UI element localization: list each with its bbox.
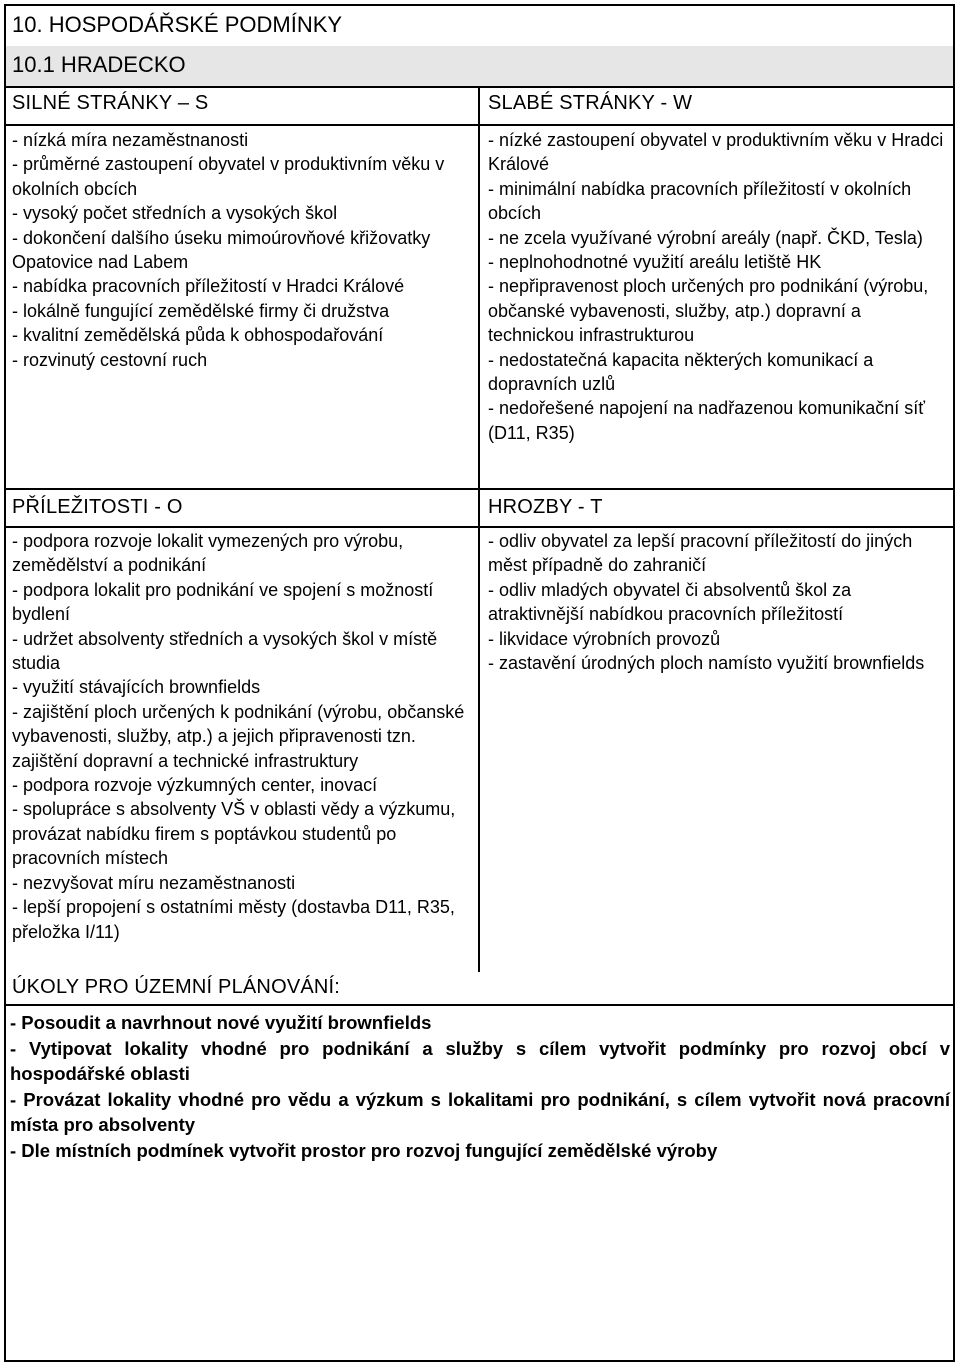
- tasks-list: [10, 1010, 950, 1163]
- list-item: - Posoudit a navrhnout nové využití brownfields: [10, 1012, 432, 1033]
- list-item: - odliv mladých obyvatel či absolventů škol za atraktivnější nabídkou pracovních příležitostí: [488, 579, 852, 625]
- list-item: - nízké zastoupení obyvatel v produktivním věku v Hradci Králové: [488, 130, 944, 175]
- section-title: 10. HOSPODÁŘSKÉ PODMÍNKY: [12, 12, 343, 37]
- section-title-row: [6, 6, 953, 48]
- list-item: - rozvinutý cestovní ruch: [12, 349, 208, 370]
- list-item: - využití stávajících brownfields: [12, 677, 261, 698]
- list-item: - dokončení dalšího úseku mimoúrovňové křižovatky Opatovice nad Labem: [12, 227, 431, 273]
- list-item: - udržet absolventy středních a vysokých škol v místě studia: [12, 628, 438, 674]
- subsection-title-row: [6, 46, 953, 88]
- list-item: - nabídka pracovních příležitostí v Hradci Králové: [12, 276, 405, 297]
- list-item: - nedostatečná kapacita některých komunikací a dopravních uzlů: [488, 349, 874, 395]
- weaknesses-list: [488, 128, 948, 445]
- list-item: - Provázat lokality vhodné pro vědu a výzkum s lokalitami pro podnikání, s cílem vytvořit nová pracovní místa pro absolventy: [10, 1088, 950, 1135]
- list-item: - likvidace výrobních provozů: [488, 628, 721, 649]
- tasks-heading: ÚKOLY PRO ÚZEMNÍ PLÁNOVÁNÍ:: [12, 976, 341, 998]
- list-item: - lokálně fungující zemědělské firmy či družstva: [12, 300, 390, 321]
- list-item: - průměrné zastoupení obyvatel v produktivním věku v okolních obcích: [12, 154, 445, 199]
- list-item: - zastavění úrodných ploch namísto využití brownfields: [488, 653, 925, 674]
- strengths-list: [12, 128, 468, 372]
- list-item: - neplnohodnotné využití areálu letiště HK: [488, 252, 822, 273]
- list-item: - zajištění ploch určených k podnikání (výrobu, občanské vybavenosti, služby, atp.) a jejich připravenosti tzn. zajištění dopravní a technické infrastruktury: [12, 701, 465, 771]
- threats-list: [488, 529, 943, 675]
- swot-table: [4, 4, 955, 1362]
- divider: [6, 1004, 953, 1006]
- list-item: - ne zcela využívané výrobní areály (např. ČKD, Tesla): [488, 227, 923, 248]
- list-item: - podpora rozvoje výzkumných center, inovací: [12, 775, 378, 796]
- subsection-title: 10.1 HRADECKO: [12, 52, 186, 77]
- list-item: - Dle místních podmínek vytvořit prostor pro rozvoj fungující zemědělské výroby: [10, 1139, 718, 1161]
- strengths-heading: SILNÉ STRÁNKY – S: [12, 92, 209, 114]
- list-item: - nedořešené napojení na nadřazenou komunikační síť (D11, R35): [488, 398, 926, 443]
- list-item: - minimální nabídka pracovních příležitostí v okolních obcích: [488, 178, 912, 224]
- threats-heading: HROZBY - T: [488, 496, 603, 518]
- list-item: - spolupráce s absolventy VŠ v oblasti vědy a výzkumu, provázat nabídku firem s poptávkou studentů po pracovních místech: [12, 799, 456, 869]
- list-item: - vysoký počet středních a vysokých škol: [12, 203, 338, 224]
- opportunities-list: [12, 529, 470, 944]
- list-item: - Vytipovat lokality vhodné pro podnikání a služby s cílem vytvořit podmínky pro rozvoj obcí v hospodářské oblasti: [10, 1037, 950, 1084]
- column-divider: [478, 86, 480, 972]
- divider: [6, 488, 953, 490]
- list-item: - podpora rozvoje lokalit vymezených pro výrobu, zemědělství a podnikání: [12, 531, 404, 576]
- list-item: - nepřipravenost ploch určených pro podnikání (výrobu, občanské vybavenosti, služby, atp.) dopravní a technickou infrastrukturou: [488, 276, 929, 346]
- opportunities-heading: PŘÍLEŽITOSTI - O: [12, 496, 183, 518]
- list-item: - podpora lokalit pro podnikání ve spojení s možností bydlení: [12, 579, 434, 625]
- list-item: - nízká míra nezaměstnanosti: [12, 130, 249, 150]
- list-item: - lepší propojení s ostatními městy (dostavba D11, R35, přeložka I/11): [12, 897, 455, 942]
- divider: [6, 526, 953, 528]
- list-item: - odliv obyvatel za lepší pracovní příležitostí do jiných měst případně do zahraničí: [488, 531, 913, 576]
- weaknesses-heading: SLABÉ STRÁNKY - W: [488, 92, 693, 114]
- list-item: - nezvyšovat míru nezaměstnanosti: [12, 872, 296, 893]
- list-item: - kvalitní zemědělská půda k obhospodařování: [12, 325, 384, 346]
